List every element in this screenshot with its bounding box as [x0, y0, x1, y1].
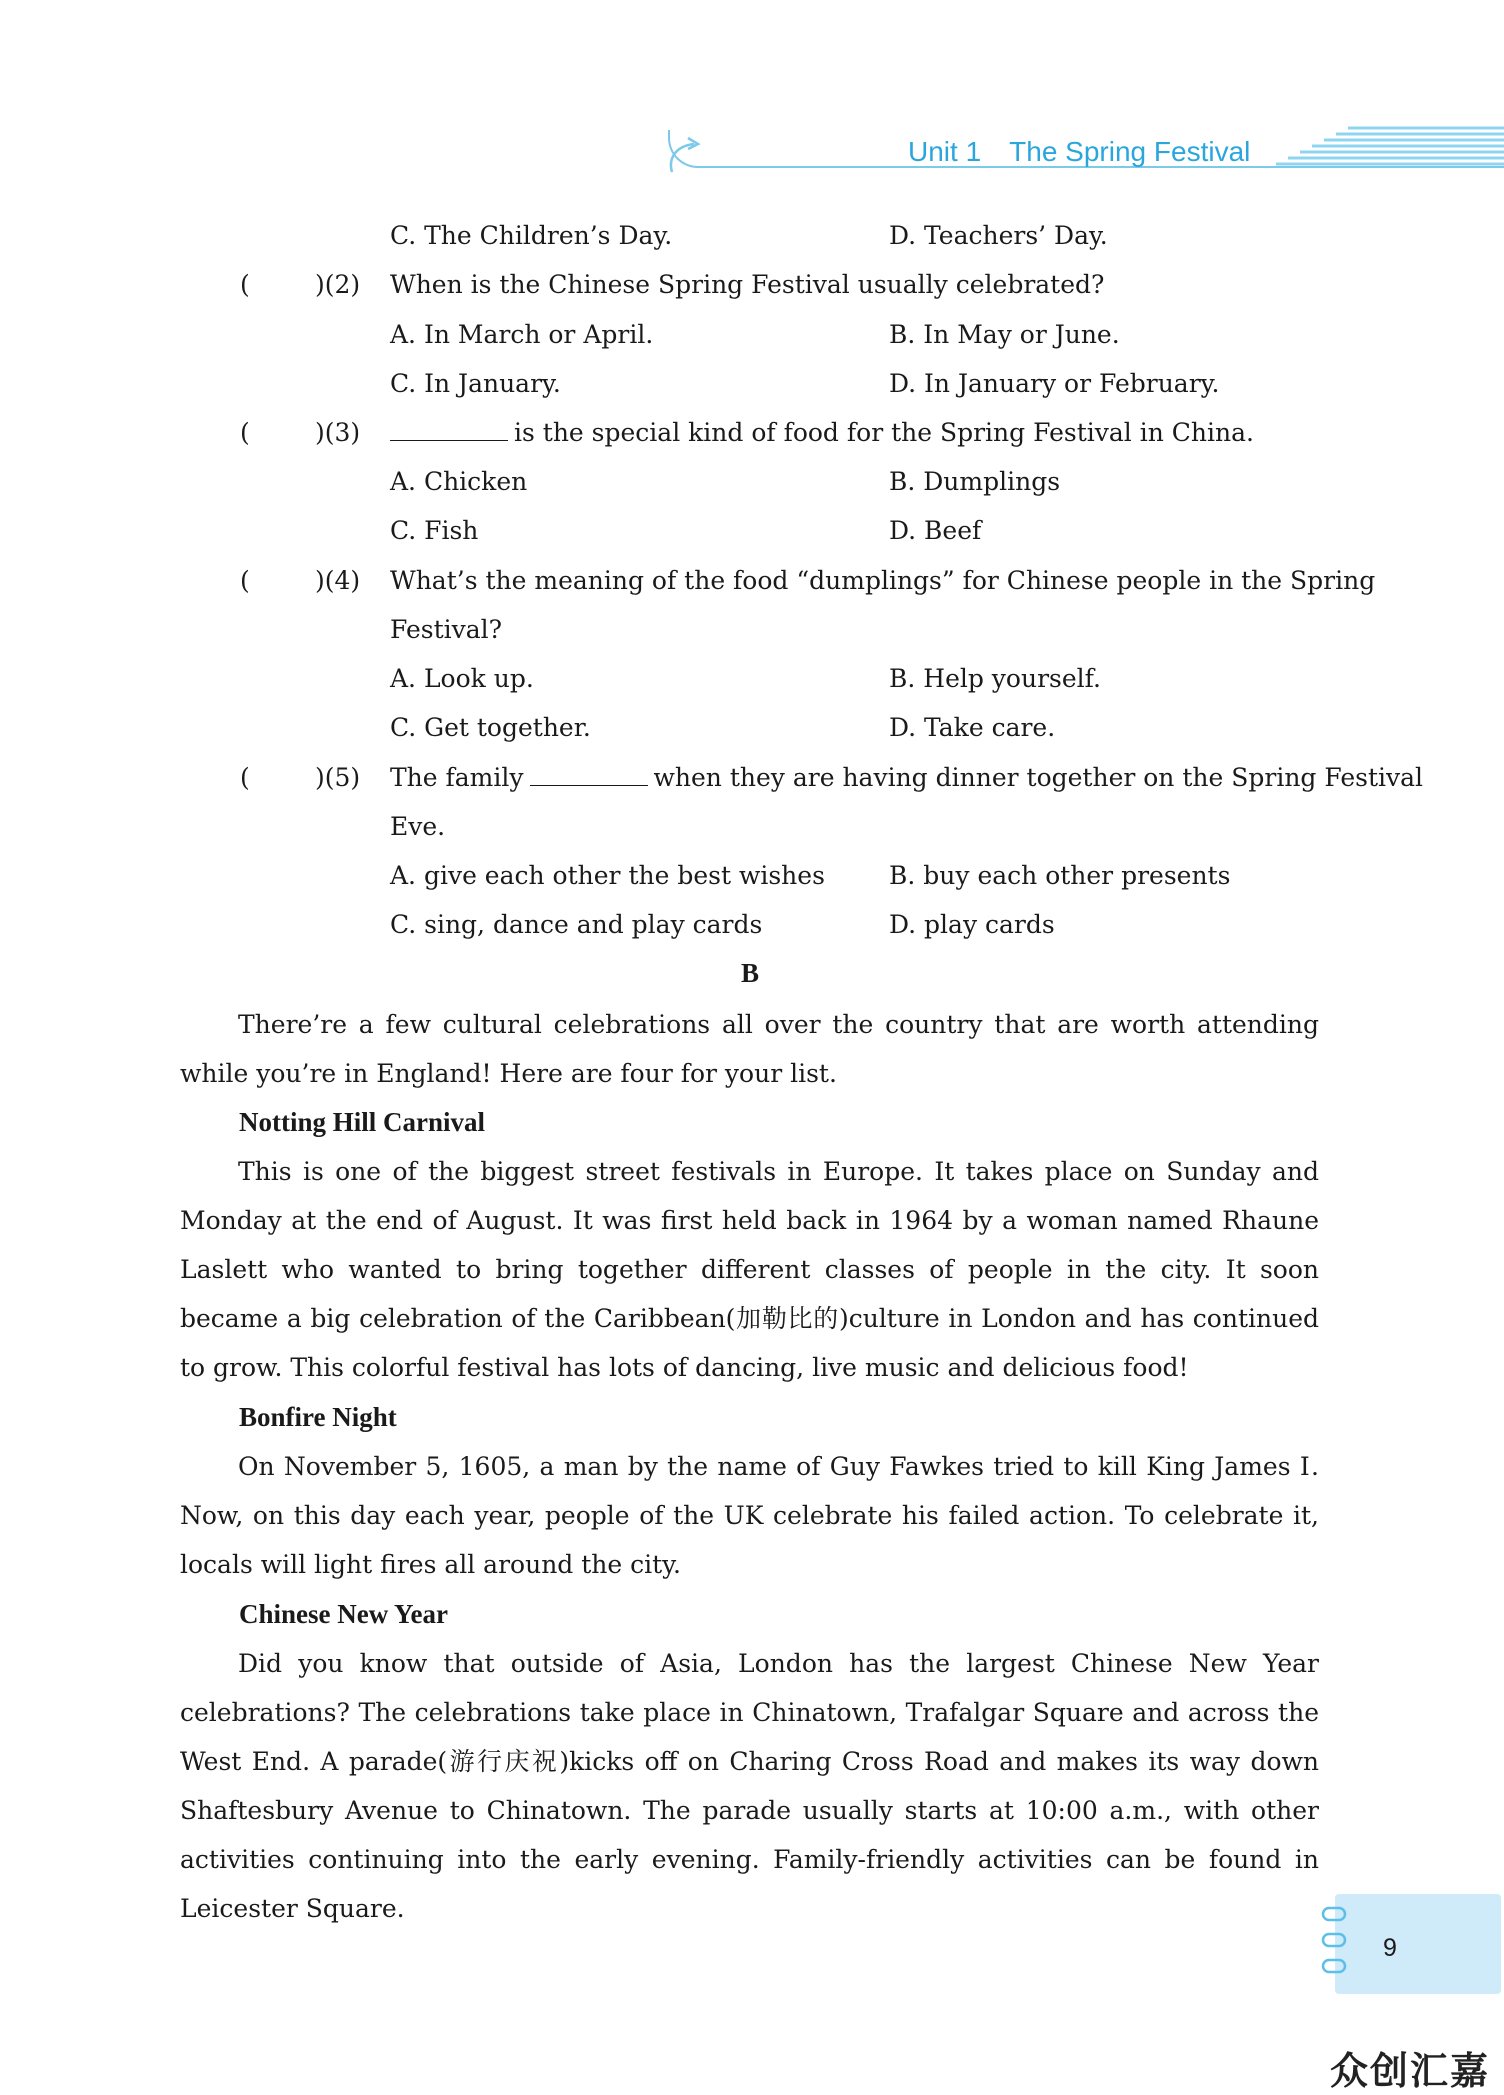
q4-stem: What’s the meaning of the food “dumplings” for Chinese people in the Spring	[390, 566, 1376, 595]
header-stripes	[1268, 124, 1504, 172]
q4-answer-open[interactable]: (	[240, 566, 250, 595]
q5-answer-open[interactable]: (	[240, 763, 250, 792]
q5-number: )(5)	[315, 763, 361, 792]
q2-option-a: A. In March or April.	[390, 320, 654, 349]
q3-option-a: A. Chicken	[390, 467, 528, 496]
section-b-label: B	[741, 958, 760, 988]
header-title	[908, 136, 1250, 168]
q5-stem-line	[390, 763, 1423, 792]
page-tab	[1335, 1894, 1501, 1994]
q1-option-d: D. Teachers’ Day.	[889, 221, 1108, 250]
heading-chinese-new-year: Chinese New Year	[239, 1599, 448, 1629]
q5-option-a: A. give each other the best wishes	[390, 861, 825, 890]
q2-option-c: C. In January.	[390, 369, 561, 398]
unit-title: The Spring Festival	[1009, 136, 1251, 167]
q5-stem-b: when they are having dinner together on the Spring Festival	[653, 763, 1424, 792]
q3-answer-open[interactable]: (	[240, 418, 250, 447]
q5-option-d: D. play cards	[889, 910, 1055, 939]
q4-option-d: D. Take care.	[889, 713, 1056, 742]
intro-paragraph	[180, 1000, 1319, 1098]
page-number: 9	[1383, 1934, 1397, 1962]
q2-answer-open[interactable]: (	[240, 270, 250, 299]
q5-option-b: B. buy each other presents	[889, 861, 1231, 890]
q3-blank[interactable]	[390, 418, 508, 441]
q4-option-c: C. Get together.	[390, 713, 591, 742]
heading-bonfire-night: Bonfire Night	[239, 1402, 397, 1432]
q5-option-c: C. sing, dance and play cards	[390, 910, 763, 939]
paragraph-chinese-new-year	[180, 1639, 1319, 1933]
q4-stem-cont: Festival?	[390, 615, 503, 644]
q5-stem-a: The family	[390, 763, 524, 792]
q2-stem: When is the Chinese Spring Festival usually celebrated?	[390, 270, 1105, 299]
q2-option-d: D. In January or February.	[889, 369, 1220, 398]
text-chinese-new-year: Did you know that outside of Asia, London has the largest Chinese New Year celebrations? The celebrations take place in Chinatown, Trafalgar Square and across the West End. A parade(游行庆祝)kicks off on Charing Cross Road and makes its way down Shaftesbury Avenue to Chinatown. The parade usually starts at 10:00 a.m., with other activities continuing into the early evening. Family-friendly activities can be found in Leicester Square.	[180, 1649, 1319, 1923]
q3-stem-line	[390, 418, 1254, 447]
text-notting-hill: This is one of the biggest street festivals in Europe. It takes place on Sunday and Monday at the end of August. It was first held back in 1964 by a woman named Rhaune Laslett who wanted to bring together different classes of people in the city. It soon became a big celebration of the Caribbean(加勒比的)culture in London and has continued to grow. This colorful festival has lots of dancing, live music and delicious food!	[180, 1157, 1319, 1382]
q3-number: )(3)	[315, 418, 361, 447]
q3-stem: is the special kind of food for the Spring Festival in China.	[514, 418, 1254, 447]
q4-option-a: A. Look up.	[390, 664, 534, 693]
q5-blank[interactable]	[530, 763, 648, 786]
q4-option-b: B. Help yourself.	[889, 664, 1101, 693]
q2-number: )(2)	[315, 270, 361, 299]
q3-option-c: C. Fish	[390, 516, 479, 545]
q3-option-b: B. Dumplings	[889, 467, 1061, 496]
q5-stem-cont: Eve.	[390, 812, 446, 841]
page-header	[668, 118, 1504, 178]
q2-option-b: B. In May or June.	[889, 320, 1120, 349]
q3-option-d: D. Beef	[889, 516, 982, 545]
unit-label: Unit 1	[908, 136, 982, 167]
heading-notting-hill: Notting Hill Carnival	[239, 1107, 486, 1137]
watermark: 众创汇嘉	[1330, 2049, 1491, 2093]
text-bonfire-night: On November 5, 1605, a man by the name of Guy Fawkes tried to kill King James Ⅰ. Now, on this day each year, people of the UK celebrate his failed action. To celebrate it, locals will light fires all around the city.	[180, 1452, 1319, 1579]
paragraph-bonfire-night	[180, 1442, 1319, 1589]
q4-number: )(4)	[315, 566, 361, 595]
q1-option-c: C. The Children’s Day.	[390, 221, 673, 250]
arrow-icon	[666, 136, 706, 176]
binder-rings-icon	[1320, 1902, 1350, 1980]
intro-text: There’re a few cultural celebrations all over the country that are worth attending while you’re in England! Here are four for your list.	[180, 1010, 1319, 1088]
paragraph-notting-hill	[180, 1147, 1319, 1392]
